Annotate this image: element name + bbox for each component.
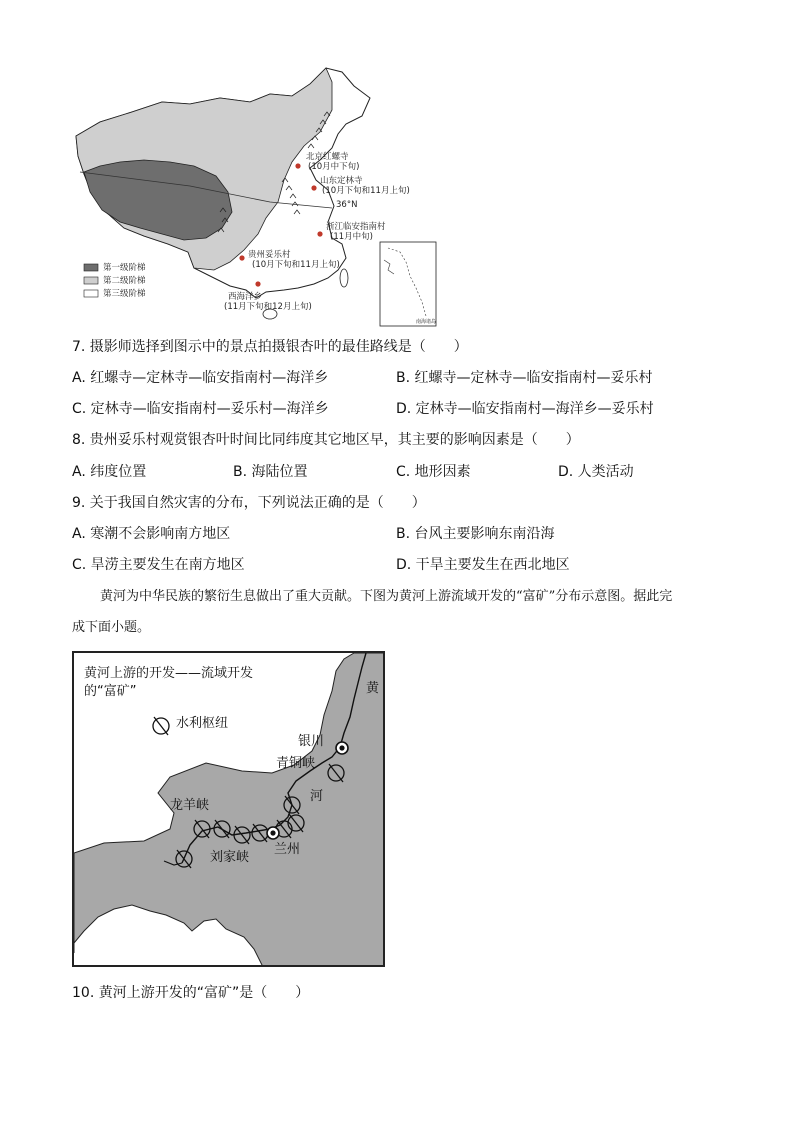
legend-hydro-icon (153, 717, 169, 735)
q9-option-c: C. 旱涝主要发生在南方地区 (72, 557, 245, 573)
latitude-label: 36°N (336, 200, 358, 210)
question-10-stem: 10. 黄河上游开发的“富矿”是（ ） (72, 985, 310, 1001)
label-huang: 黄 (366, 681, 380, 696)
city-yinchuan (336, 742, 348, 754)
place-time-zhejiang: (11月中旬) (330, 232, 373, 242)
legend-swatch-2 (84, 277, 98, 284)
label-he: 河 (310, 789, 324, 804)
legend-hydro-label: 水利枢纽 (176, 716, 229, 731)
q8-option-c: C. 地形因素 (396, 464, 471, 480)
legend-label-3: 第三级阶梯 (103, 289, 146, 299)
place-name-shandong: 山东定林寺 (320, 176, 363, 186)
q7-option-d: D. 定林寺—临安指南村—海洋乡—妥乐村 (396, 401, 654, 417)
place-time-guizhou: (10月下旬和11月上旬) (252, 260, 340, 270)
label-qingtongxia: 青铜峡 (276, 756, 316, 771)
q9-option-d: D. 干旱主要发生在西北地区 (396, 557, 570, 573)
q8-option-a: A. 纬度位置 (72, 464, 147, 480)
figure-title-line-1: 黄河上游的开发——流域开发 (84, 666, 254, 681)
q8-option-d: D. 人类活动 (558, 464, 634, 480)
intro-line-1: 黄河为中华民族的繁衍生息做出了重大贡献。下图为黄河上游流域开发的“富矿”分布示意图。据此完 (100, 589, 673, 604)
legend-swatch-3 (84, 290, 98, 297)
q7-option-a: A. 红螺寺—定林寺—临安指南村—海洋乡 (72, 370, 329, 386)
q9-option-a: A. 寒潮不会影响南方地区 (72, 526, 231, 542)
spot-marker-shandong (311, 185, 316, 190)
yellow-river-svg (74, 653, 385, 967)
legend-label-1: 第一级阶梯 (103, 263, 146, 273)
place-time-beijing: (10月中下旬) (308, 162, 360, 172)
place-name-guizhou: 贵州妥乐村 (248, 250, 291, 260)
place-name-zhejiang: 浙江临安指南村 (326, 222, 386, 232)
river-basin (74, 653, 385, 967)
place-time-shandong: (10月下旬和11月上旬) (322, 186, 410, 196)
place-name-beijing: 北京红螺寺 (306, 152, 349, 162)
question-7-stem: 7. 摄影师选择到图示中的景点拍摄银杏叶的最佳路线是（ ） (72, 339, 468, 355)
label-yinchuan: 银川 (298, 734, 325, 749)
yellow-river-figure (72, 651, 385, 967)
figure-title-line-2: 的“富矿” (84, 684, 137, 699)
q7-option-c: C. 定林寺—临安指南村—妥乐村—海洋乡 (72, 401, 329, 417)
south-sea-inset (380, 242, 436, 326)
place-name-guangxi: 西海洋乡 (228, 292, 263, 302)
spot-marker-guangxi (255, 281, 260, 286)
spot-marker-beijing (295, 163, 300, 168)
q9-option-b: B. 台风主要影响东南沿海 (396, 526, 555, 542)
question-9-stem: 9. 关于我国自然灾害的分布，下列说法正确的是（ ） (72, 495, 426, 511)
china-map-figure (70, 62, 442, 330)
legend-label-2: 第二级阶梯 (103, 276, 146, 286)
spot-marker-guizhou (239, 255, 244, 260)
city-lanzhou (267, 827, 279, 839)
taiwan-island (340, 269, 348, 287)
label-longyangxia: 龙羊峡 (170, 798, 210, 813)
label-lanzhou: 兰州 (274, 842, 301, 857)
label-liujiaxia: 刘家峡 (210, 850, 250, 865)
legend-swatch-1 (84, 264, 98, 271)
q8-option-b: B. 海陆位置 (233, 464, 308, 480)
inset-label: 南海诸岛 (416, 319, 437, 325)
spot-marker-zhejiang (317, 231, 322, 236)
q7-option-b: B. 红螺寺—定林寺—临安指南村—妥乐村 (396, 370, 653, 386)
place-time-guangxi: (11月下旬和12月上旬) (224, 302, 312, 312)
intro-line-2: 成下面小题。 (72, 620, 151, 635)
question-8-stem: 8. 贵州妥乐村观赏银杏叶时间比同纬度其它地区早，其主要的影响因素是（ ） (72, 432, 580, 448)
